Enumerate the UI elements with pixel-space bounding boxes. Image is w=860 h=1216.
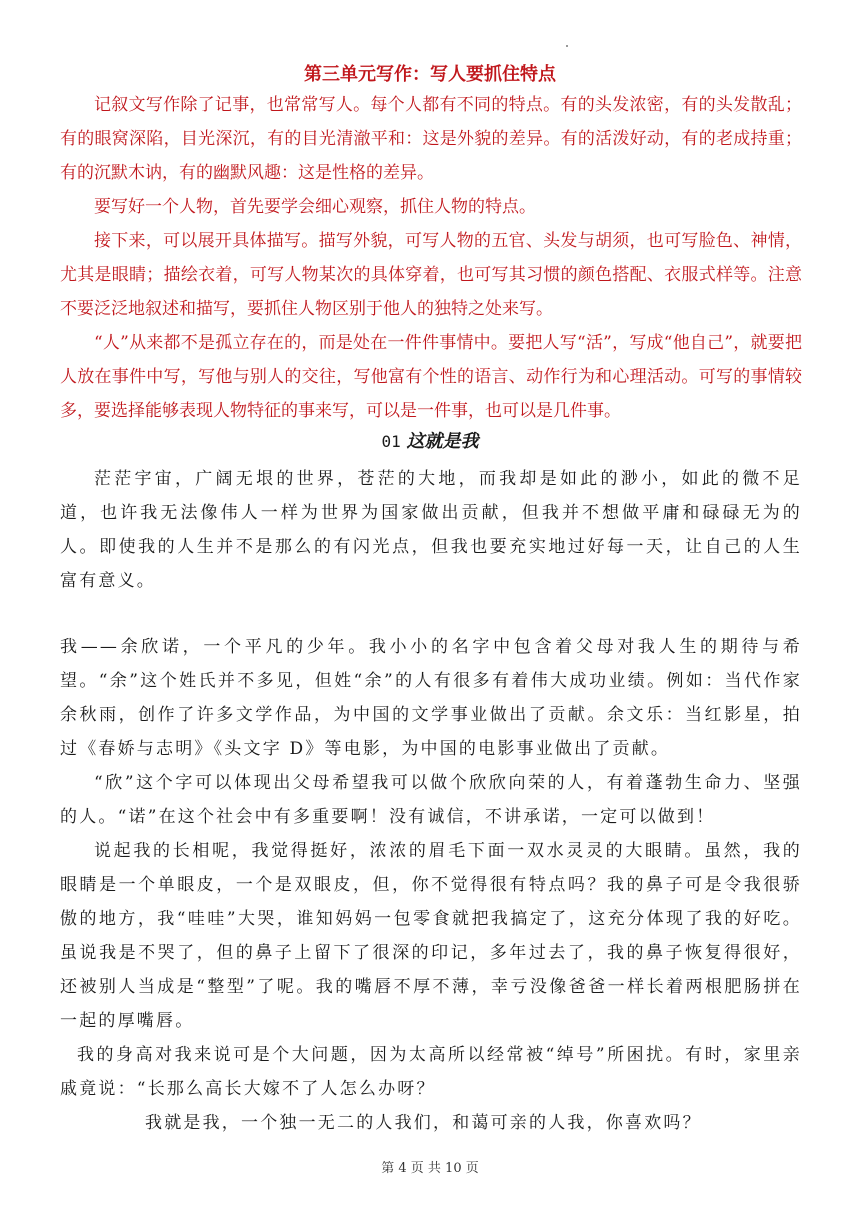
essay-title-text: 这就是我 [406,431,479,452]
guide-paragraph-3: 接下来，可以展开具体描写。描写外貌，可写人物的五官、头发与胡须，也可写脸色、神情，尤其是眼睛；描绘衣着，可写人物某次的具体穿着，也可写其习惯的颜色搭配、衣服式样等。注意不要泛泛地叙述和描写，要抓住人物区别于他人的独特之处来写。 [60,231,802,319]
essay-paragraph-2: 我——余欣诺，一个平凡的少年。我小小的名字中包含着父母对我人生的期待与希望。“余”这个姓氏并不多见，但姓“余”的人有很多有着伟大成功业绩。例如：当代作家余秋雨，创作了许多文学作品，为中国的文学事业做出了贡献。余文乐：当红影星，拍过《春娇与志明》《头文字 D》等电影，为中国的电影事业做出了贡献。 [60,637,802,759]
unit-title: 第三单元写作：写人要抓住特点 [304,64,556,85]
guide-paragraph-2: 要写好一个人物，首先要学会细心观察，抓住人物的特点。 [94,197,536,217]
essay-paragraph-1: 茫茫宇宙，广阔无垠的世界，苍茫的大地，而我却是如此的渺小，如此的微不足道，也许我无法像伟人一样为世界为国家做出贡献，但我并不想做平庸和碌碌无为的人。即使我的人生并不是那么的有闪光点，但我也要充实地过好每一天，让自己的人生富有意义。 [60,469,802,591]
essay-paragraph-4: 说起我的长相呢，我觉得挺好，浓浓的眉毛下面一双水灵灵的大眼睛。虽然，我的眼睛是一个单眼皮，一个是双眼皮，但，你不觉得很有特点吗？我的鼻子可是令我很骄傲的地方，我“哇哇”大哭，谁知妈妈一包零食就把我搞定了，这充分体现了我的好吃。虽说我是不哭了，但的鼻子上留下了很深的印记，多年过去了，我的鼻子恢复得很好，还被别人当成是“整型”了呢。我的嘴唇不厚不薄，幸亏没像爸爸一样长着两根肥肠拼在一起的厚嘴唇。 [60,841,802,1031]
essay-paragraph-3: “欣”这个字可以体现出父母希望我可以做个欣欣向荣的人，有着蓬勃生命力、坚强的人。“诺”在这个社会中有多重要啊！没有诚信，不讲承诺，一定可以做到！ [60,773,802,827]
essay-paragraph-5: 我的身高对我来说可是个大问题，因为太高所以经常被“绰号”所困扰。有时，家里亲戚竟说：“长那么高长大嫁不了人怎么办呀？ [60,1045,802,1099]
page-footer: 第 4 页 共 10 页 [381,1161,479,1176]
essay-number: 01 [381,432,401,451]
guide-paragraph-1: 记叙文写作除了记事，也常常写人。每个人都有不同的特点。有的头发浓密，有的头发散乱；有的眼窝深陷，目光深沉，有的目光清澈平和：这是外貌的差异。有的活泼好动，有的老成持重；有的沉默木讷，有的幽默风趣：这是性格的差异。 [60,95,802,183]
speck [566,45,568,47]
essay-paragraph-6: 我就是我，一个独一无二的人我们，和蔼可亲的人我，你喜欢吗？ [145,1113,702,1133]
guide-paragraph-4: “人”从来都不是孤立存在的，而是处在一件件事情中。要把人写“活”，写成“他自己”，就要把人放在事件中写，写他与别人的交往，写他富有个性的语言、动作行为和心理活动。可写的事情较多，要选择能够表现人物特征的事来写，可以是一件事，也可以是几件事。 [60,333,802,421]
essay-title [0,427,860,453]
